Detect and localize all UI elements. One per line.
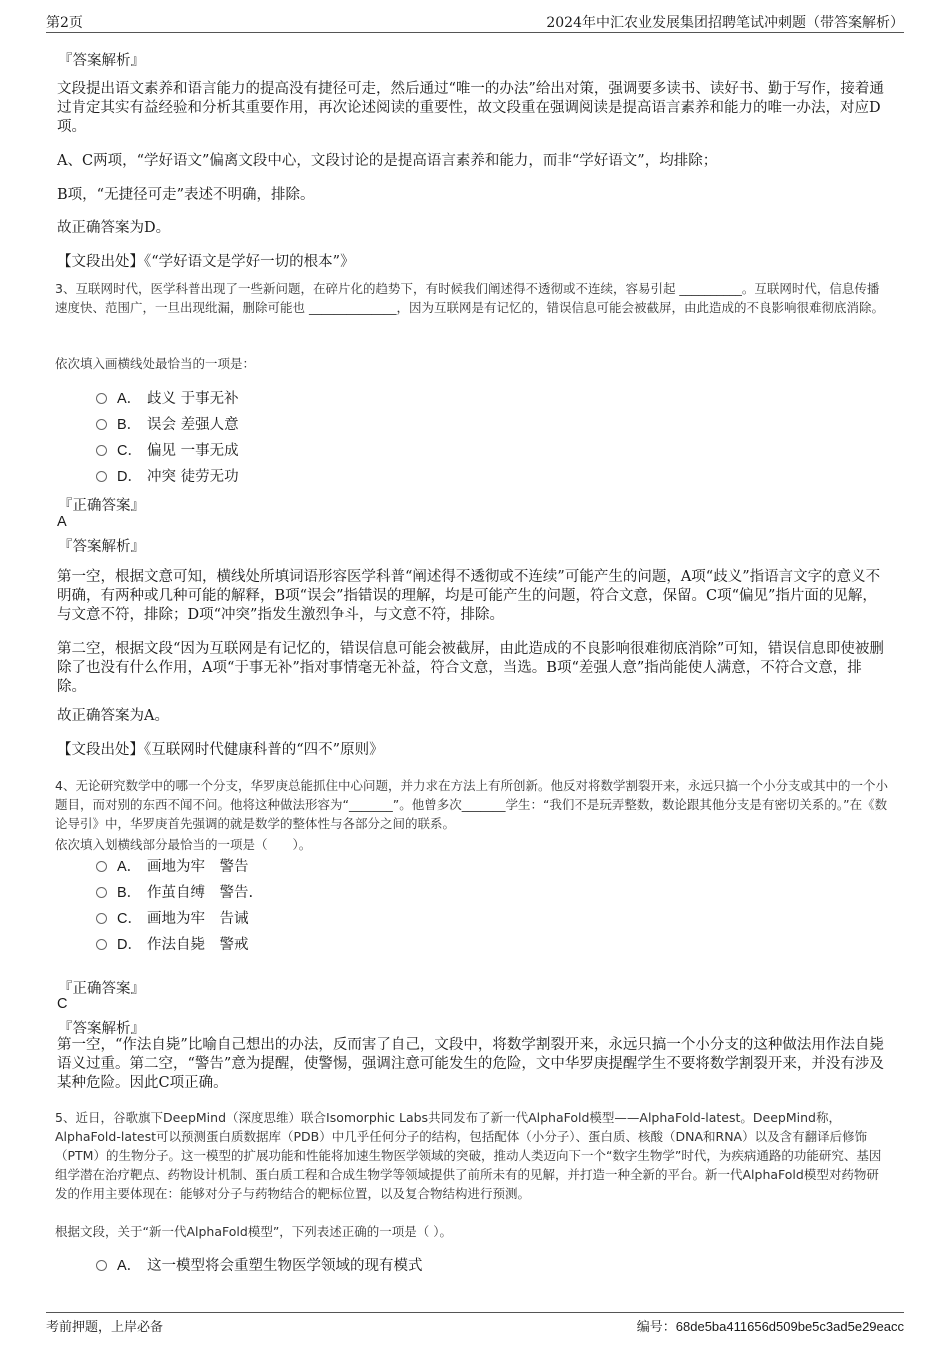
q3-stem: 3、互联网时代，医学科普出现了一些新问题，在碎片化的趋势下，有时候我们阐述得不透彻或不连续，容易引起 __________。互联网时代，信息传播速度快、范围广，一旦出现纰漏，删除可能也 ______________，因为互联网是有记忆的，错误信息可能会被截屏，由此造成的不良影响很难彻底消除。: [55, 281, 884, 315]
page-number: 第2页: [46, 15, 83, 31]
q5-prompt: 根据文段，关于“新一代AlphaFold模型”，下列表述正确的一项是（ ）。: [55, 1224, 453, 1239]
q4-stem: 4、无论研究数学中的哪一个分支，华罗庚总能抓住中心问题，并力求在方法上有所创新。他反对将数学割裂开来，永远只搞一个小分支或其中的一个小题目，而对别的东西不闻不问。他将这种做法形容为“_______”。他曾多次_______学生：“我们不是玩弄整数，数论跟其他分支是有密切关系的。”在《数论导引》中，华罗庚首先强调的就是数学的整体性与各部分之间的联系。: [55, 778, 888, 831]
q3-prompt: 依次填入画横线处最恰当的一项是：: [55, 356, 256, 371]
q2-analysis-p3: B项，“无捷径可走”表述不明确，排除。: [57, 187, 315, 203]
q3-option-d[interactable]: D． 冲突 徒劳无功: [96, 467, 239, 487]
radio-icon[interactable]: [96, 471, 107, 482]
q4-analysis: 第一空，“作法自毙”比喻自己想出的办法，反而害了自己，文段中，将数学割裂开来，永远只搞一个小分支的这种做法用作法自毙语义过重。第二空，“警告”意为提醒，使警惕，强调注意可能发生的危险，文中华罗庚提醒学生不要将数学割裂开来，并没有涉及某种危险。因此C项正确。: [57, 1037, 884, 1091]
q4-option-c[interactable]: C． 画地为牢 告诫: [96, 909, 249, 929]
radio-icon[interactable]: [96, 939, 107, 950]
q3-source: 【文段出处】《互联网时代健康科普的“四不”原则》: [57, 742, 384, 758]
q3-option-a[interactable]: A． 歧义 于事无补: [96, 389, 239, 409]
radio-icon[interactable]: [96, 1260, 107, 1271]
analysis-label: 『答案解析』: [58, 1021, 145, 1037]
radio-icon[interactable]: [96, 445, 107, 456]
q3-answer-line: 故正确答案为A。: [57, 708, 169, 724]
radio-icon[interactable]: [96, 887, 107, 898]
q2-analysis-p1: 文段提出语文素养和语言能力的提高没有捷径可走，然后通过“唯一的办法”给出对策，强调要多读书、读好书、勤于写作，接着通过肯定其实有益经验和分析其重要作用，再次论述阅读的重要性，故文段重在强调阅读是提高语言素养和能力的唯一办法，对应D项。: [57, 81, 884, 135]
page-header: [46, 10, 904, 33]
radio-icon[interactable]: [96, 419, 107, 430]
q4-prompt: 依次填入划横线部分最恰当的一项是（ ）。: [55, 837, 312, 852]
q2-source: 【文段出处】《“学好语文是学好一切的根本”》: [57, 254, 355, 270]
q4-option-d[interactable]: D． 作法自毙 警戒: [96, 935, 249, 955]
q3-option-b[interactable]: B． 误会 差强人意: [96, 415, 239, 435]
q5-stem: 5、近日，谷歌旗下DeepMind（深度思维）联合Isomorphic Labs共同发布了新一代AlphaFold模型——AlphaFold-latest。DeepMind称，AlphaFold-latest可以预测蛋白质数据库（PDB）中几乎任何分子的结构，包括配体（小分子）、蛋白质、核酸（DNA和RNA）以及含有翻译后修饰（PTM）的生物分子。这一模型的扩展功能和性能将加速生物医学领域的突破，推动人类迈向下一个“数字生物学”时代，为疾病通路的功能研究、基因组学潜在治疗靶点、药物设计机制、蛋白质工程和合成生物学等领域提供了前所未有的见解，并打造一种全新的平台。新一代AlphaFold模型对药物研发的作用主要体现在：能够对分子与药物结合的靶标位置，以及复合物结构进行预测。: [55, 1110, 882, 1201]
radio-icon[interactable]: [96, 913, 107, 924]
q2-analysis-p2: A、C两项，“学好语文”偏离文段中心，文段讨论的是提高语言素养和能力，而非“学好语文”，均排除；: [57, 153, 718, 169]
correct-answer-label: 『正确答案』: [58, 498, 145, 514]
analysis-label: 『答案解析』: [58, 539, 145, 555]
q2-answer-line: 故正确答案为D。: [57, 220, 171, 236]
footer-slogan: 考前押题，上岸必备: [46, 1320, 164, 1335]
q3-analysis-p2: 第二空，根据文段“因为互联网是有记忆的，错误信息可能会被截屏，由此造成的不良影响很难彻底消除”可知，错误信息即使被删除了也没有什么作用，A项“于事无补”指对事情毫无补益，符合文意，当选。B项“差强人意”指尚能使人满意，不符合文意，排除。: [57, 641, 884, 695]
analysis-label: 『答案解析』: [58, 53, 145, 69]
q5-option-a[interactable]: A． 这一模型将会重塑生物医学领域的现有模式: [96, 1256, 423, 1276]
page-footer: [46, 1312, 904, 1335]
q4-option-b[interactable]: B． 作茧自缚 警告.: [96, 883, 253, 903]
q3-answer: A: [57, 514, 67, 530]
q4-answer: C: [57, 996, 68, 1012]
correct-answer-label: 『正确答案』: [58, 981, 145, 997]
radio-icon[interactable]: [96, 393, 107, 404]
radio-icon[interactable]: [96, 861, 107, 872]
document-code: 编号：68de5ba411656d509be5c3ad5e29eacc: [636, 1319, 904, 1334]
document-title: 2024年中汇农业发展集团招聘笔试冲刺题（带答案解析）: [546, 15, 904, 31]
q4-option-a[interactable]: A． 画地为牢 警告: [96, 857, 249, 877]
q3-option-c[interactable]: C． 偏见 一事无成: [96, 441, 239, 461]
q3-analysis-p1: 第一空，根据文意可知，横线处所填词语形容医学科普“阐述得不透彻或不连续”可能产生的问题，A项“歧义”指语言文字的意义不明确，有两种或几种可能的解释，B项“误会”指错误的理解，均是可能产生的问题，符合文意，保留。C项“偏见”指片面的见解，与文意不符，排除；D项“冲突”指发生激烈争斗，与文意不符，排除。: [57, 569, 881, 623]
